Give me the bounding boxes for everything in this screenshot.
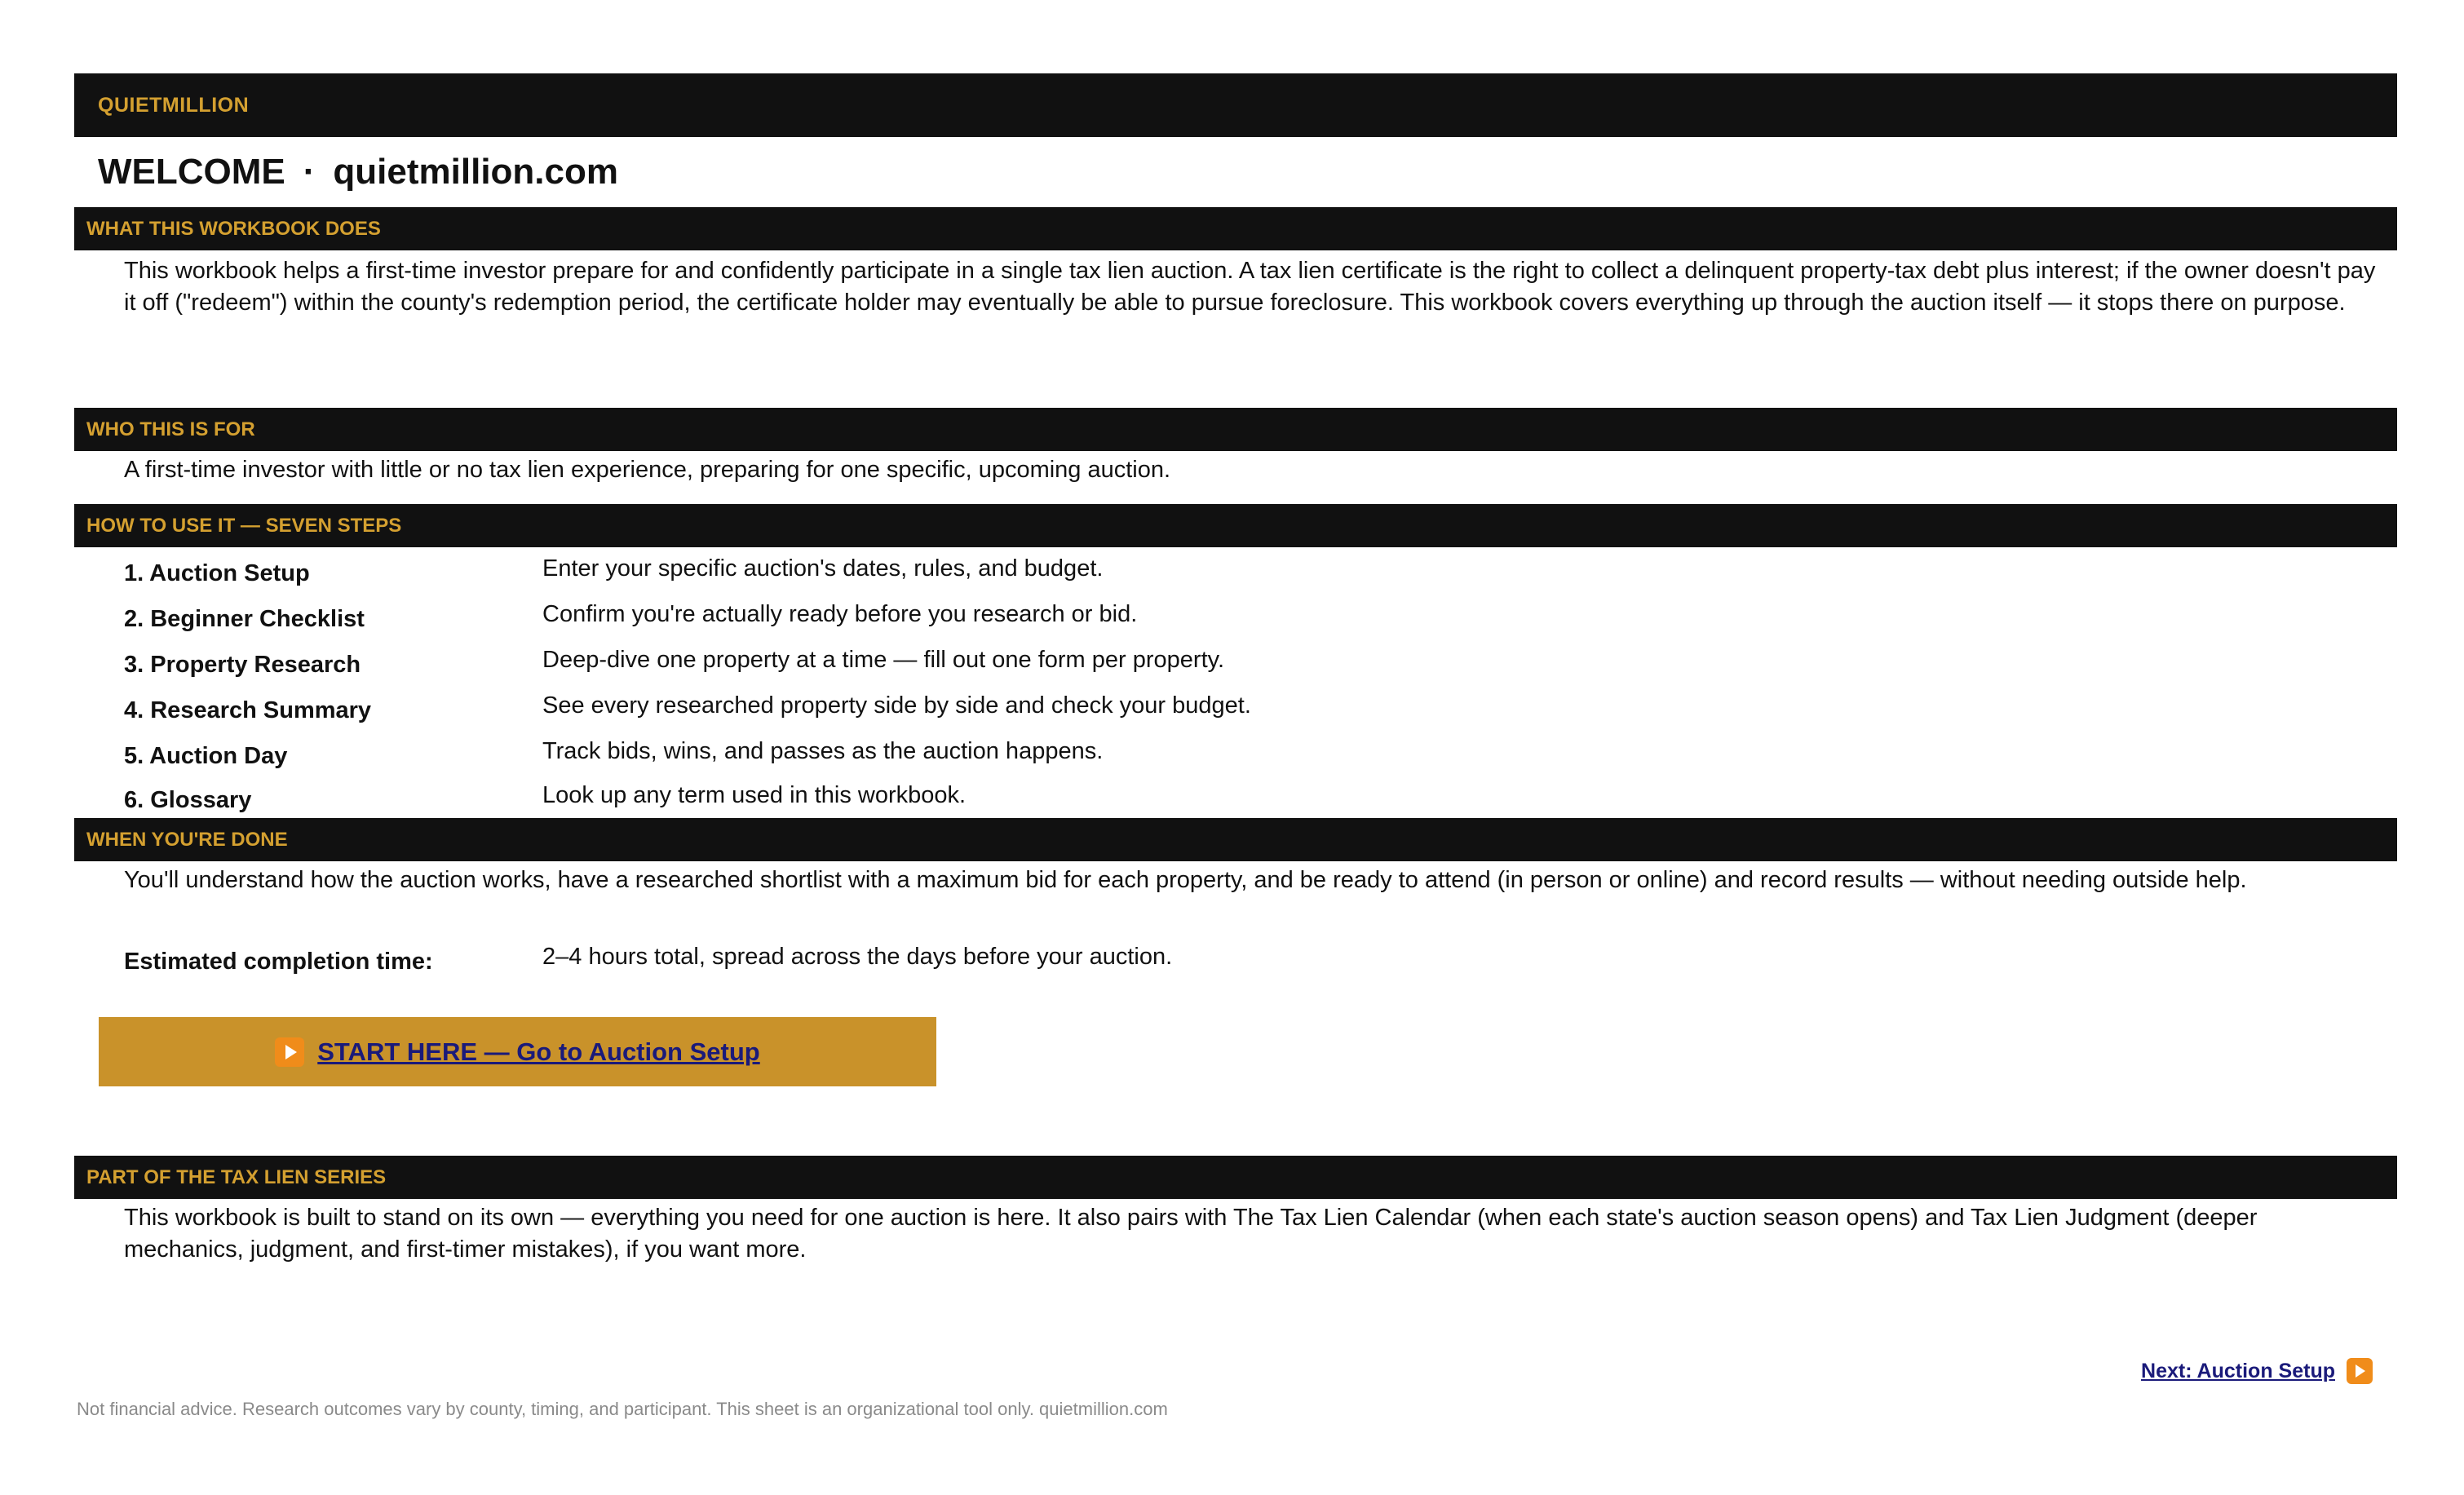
section-heading-label: WHAT THIS WORKBOOK DOES [86,217,381,240]
estimate-value: 2–4 hours total, spread across the days before your auction. [542,943,1173,970]
section-heading-series [74,1156,2397,1199]
step-name: 5. Auction Day [124,742,288,769]
section-heading-what [74,207,2397,250]
start-here-button[interactable] [99,1017,936,1086]
start-here-label: START HERE — Go to Auction Setup [317,1037,760,1066]
step-row [74,776,2397,818]
step-description: See every researched property side by side and check your budget. [542,692,1251,719]
section-body-done: You'll understand how the auction works, have a researched shortlist with a maximum bid for each property, and be ready to attend (in person or online) and record results — without needing outside help. [124,867,2247,893]
disclaimer-footer: Not financial advice. Research outcomes vary by county, timing, and participant. This sheet is an organizational tool only. quietmillion.com [77,1399,1168,1419]
section-body-series: This workbook is built to stand on its own — everything you need for one auction is here. It also pairs with The Tax Lien Calendar (when each state's auction season opens) and Tax Lien Judgment (deeper mechanics, judgment, and first-timer mistakes), if you want more. [124,1205,2258,1263]
section-heading-label: WHEN YOU'RE DONE [86,828,288,851]
section-heading-done [74,818,2397,861]
step-description: Confirm you're actually ready before you research or bid. [542,600,1138,627]
step-name: 1. Auction Setup [124,560,310,586]
step-description: Track bids, wins, and passes as the auction happens. [542,737,1104,764]
section-heading-label: HOW TO USE IT — SEVEN STEPS [86,514,402,537]
title-separator: · [303,152,316,192]
section-heading-how [74,504,2397,547]
play-icon [275,1037,304,1067]
title-welcome: WELCOME [98,152,285,192]
step-name: 4. Research Summary [124,697,372,723]
section-heading-label: PART OF THE TAX LIEN SERIES [86,1165,387,1188]
step-row [74,593,2397,639]
welcome-sheet [74,73,2397,1419]
next-auction-setup-link[interactable] [2141,1358,2373,1384]
section-body-what: This workbook helps a first-time investor prepare for and confidently participate in a single tax lien auction. A tax lien certificate is the right to collect a delinquent property-tax debt plus interest; if the owner doesn't pay it off ("redeem") within the county's redemption period, the certificate holder may eventually be able to pursue foreclosure. This workbook covers everything up through the auction itself — it stops there on purpose. [124,258,2376,316]
step-description: Deep-dive one property at a time — fill out one form per property. [542,646,1225,673]
step-name: 3. Property Research [124,651,361,678]
next-link-label: Next: Auction Setup [2141,1359,2335,1382]
step-row [74,730,2397,776]
title-site: quietmillion.com [333,152,618,192]
step-row [74,684,2397,730]
step-name: 2. Beginner Checklist [124,605,365,632]
estimate-row [74,934,2397,983]
section-heading-who [74,408,2397,451]
step-row [74,639,2397,684]
step-description: Enter your specific auction's dates, rules, and budget. [542,555,1104,582]
section-heading-label: WHO THIS IS FOR [86,418,255,440]
brand-bar [74,73,2397,137]
step-name: 6. Glossary [124,786,252,813]
cta-area [74,983,2397,1156]
estimate-label: Estimated completion time: [124,948,433,975]
step-row [74,547,2397,593]
step-description: Look up any term used in this workbook. [542,781,967,808]
play-icon [2347,1358,2373,1384]
section-body-who: A first-time investor with little or no tax lien experience, preparing for one specific, upcoming auction. [124,457,1171,483]
page-title [74,137,2397,207]
brand-name: QUIETMILLION [98,93,250,117]
steps-list [74,547,2397,818]
